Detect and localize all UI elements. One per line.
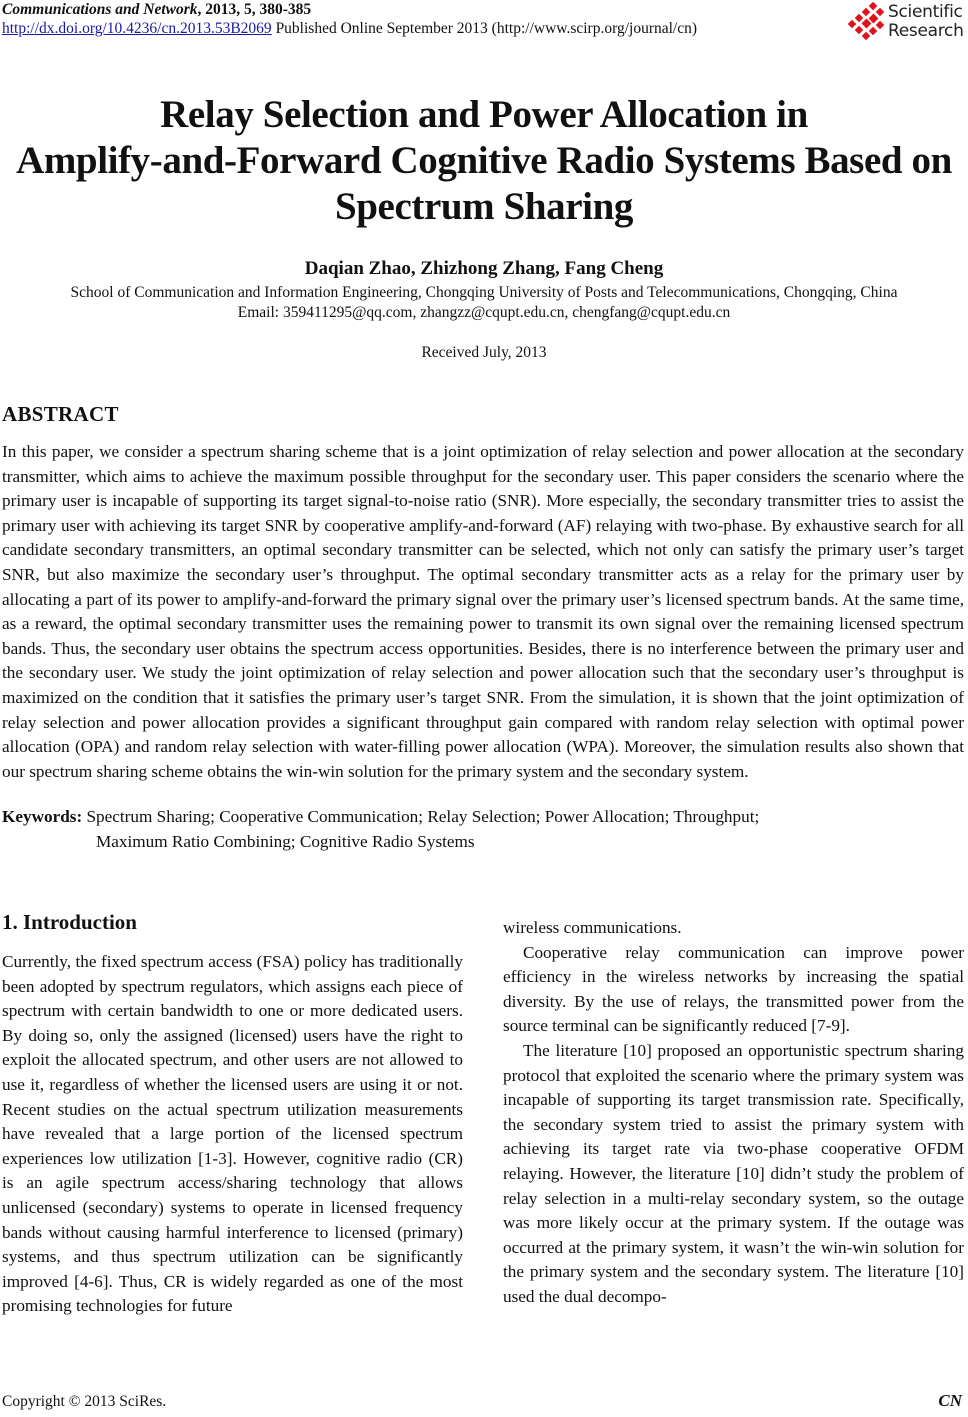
page-header [0, 0, 968, 46]
doi-link[interactable]: http://dx.doi.org/10.4236/cn.2013.53B2069 [2, 20, 272, 37]
logo-line-1: Scientific [888, 2, 963, 22]
paragraph: Currently, the fixed spectrum access (FSA) policy has traditionally been adopted by spectrum regulators, which assigns each piece of spectrum with certain bandwidth to one or more dedicated users. By doing so, only the assigned (licensed) users have the right to exploit the allocated spectrum, and other users are not allowed to use it, regardless of whether the licensed users are using it or not. Recent studies on the actual spectrum utilization measurements have revealed that a large portion of the licensed spectrum experiences low utilization [1-3]. However, cognitive radio (CR) is an agile spectrum access/sharing technology that allows unlicensed (secondary) systems to operate in licensed frequency bands without causing harmful interference to licensed (primary) systems, and thus spectrum utilization can be significantly improved [4-6]. Thus, CR is widely regarded as one of the most promising technologies for future [2, 952, 463, 1316]
left-column [2, 950, 463, 1319]
keywords-line-2: Maximum Ratio Combining; Cognitive Radio Systems [96, 831, 475, 851]
keywords-label: Keywords: [2, 807, 83, 826]
journal-citation [2, 1, 311, 19]
abstract-heading: ABSTRACT [2, 402, 119, 426]
author-emails: Email: 359411295@qq.com, zhangzz@cqupt.edu.cn, chengfang@cqupt.edu.cn [237, 304, 731, 321]
keywords [2, 805, 964, 854]
affiliation: School of Communication and Information Engineering, Chongqing University of Posts and Telecommunications, Chongqing, China [70, 284, 898, 301]
paper-title [0, 92, 968, 230]
title-line-2: Amplify-and-Forward Cognitive Radio Systems Based on [16, 139, 952, 182]
scientific-research-diamond-icon [848, 2, 886, 42]
copyright-notice: Copyright © 2013 SciRes. [2, 1393, 167, 1410]
received-date: Received July, 2013 [421, 344, 547, 361]
paragraph: Cooperative relay communication can improve power efficiency in the wireless networks by increasing the spatial diversity. By the use of relays, the transmitted power from the source terminal can be significantly reduced [7-9]. [503, 942, 964, 1036]
section-heading-introduction: 1. Introduction [2, 910, 137, 934]
authors: Daqian Zhao, Zhizhong Zhang, Fang Cheng [304, 258, 664, 279]
scientific-research-logo [848, 2, 968, 42]
journal-volume-pages: , 2013, 5, 380-385 [197, 1, 312, 18]
journal-abbreviation: CN [938, 1391, 962, 1410]
paragraph: wireless communications. [503, 918, 682, 937]
right-column [503, 916, 964, 1310]
keywords-line-1: Spectrum Sharing; Cooperative Communication; Relay Selection; Power Allocation; Throughput; [82, 807, 760, 826]
paragraph: The literature [10] proposed an opportunistic spectrum sharing protocol that exploited the scenario where the primary system was incapable of supporting its target transmission rate. Specifically, the secondary system tried to assist the primary system with achieving its target rate via two-phase cooperative OFDM relaying. However, the literature [10] didn’t study the problem of relay selection in a multi-relay secondary system, so the outage was more likely occur at the primary system. If the outage was occurred at the primary system, it wasn’t the win-win solution for the primary system and the secondary system. The literature [10] used the dual decompo- [503, 1040, 964, 1306]
title-line-3: Spectrum Sharing [334, 185, 634, 228]
logo-wordmark [888, 3, 964, 41]
journal-name: Communications and Network [2, 1, 198, 18]
published-note: Published Online September 2013 (http://www.scirp.org/journal/cn) [271, 20, 698, 37]
logo-line-2: Research [888, 21, 964, 41]
abstract-text: In this paper, we consider a spectrum sharing scheme that is a joint optimization of relay selection and power allocation at the secondary transmitter, which aims to achieve the maximum possible throughput for the secondary user. This paper considers the scenario where the primary user is incapable of supporting its target signal-to-noise ratio (SNR). More especially, the secondary transmitter tries to assist the primary user with achieving its target SNR by cooperative amplify-and-forward (AF) relaying with two-phase. By exhaustive search for all candidate secondary transmitters, an optimal secondary transmitter can be selected, which not only can satisfy the primary user’s target SNR, but also maximize the secondary user’s throughput. The optimal secondary transmitter acts as a relay for the primary user by allocating a part of its power to amplify-and-forward the primary signal over the primary user’s licensed spectrum bands. At the same time, as a reward, the optimal secondary transmitter uses the remaining power to transmit its own signal over the remaining licensed spectrum bands. Thus, the secondary user obtains the spectrum access opportunities. Besides, there is no interference between the primary user and the secondary user. We study the joint optimization of relay selection and power allocation such that the secondary user’s throughput is maximized on the condition that it satisfies the primary user’s target SNR. From the simulation, it is shown that the joint optimization of relay selection and power allocation provides a significant throughput gain compared with random relay selection with optimal power allocation (OPA) and random relay selection with water-filling power allocation (WPA). Moreover, the simulation results also shown that our spectrum sharing scheme obtains the win-win solution for the primary system and the secondary system. [2, 442, 964, 781]
title-line-1: Relay Selection and Power Allocation in [160, 93, 808, 136]
doi-line [2, 20, 697, 38]
